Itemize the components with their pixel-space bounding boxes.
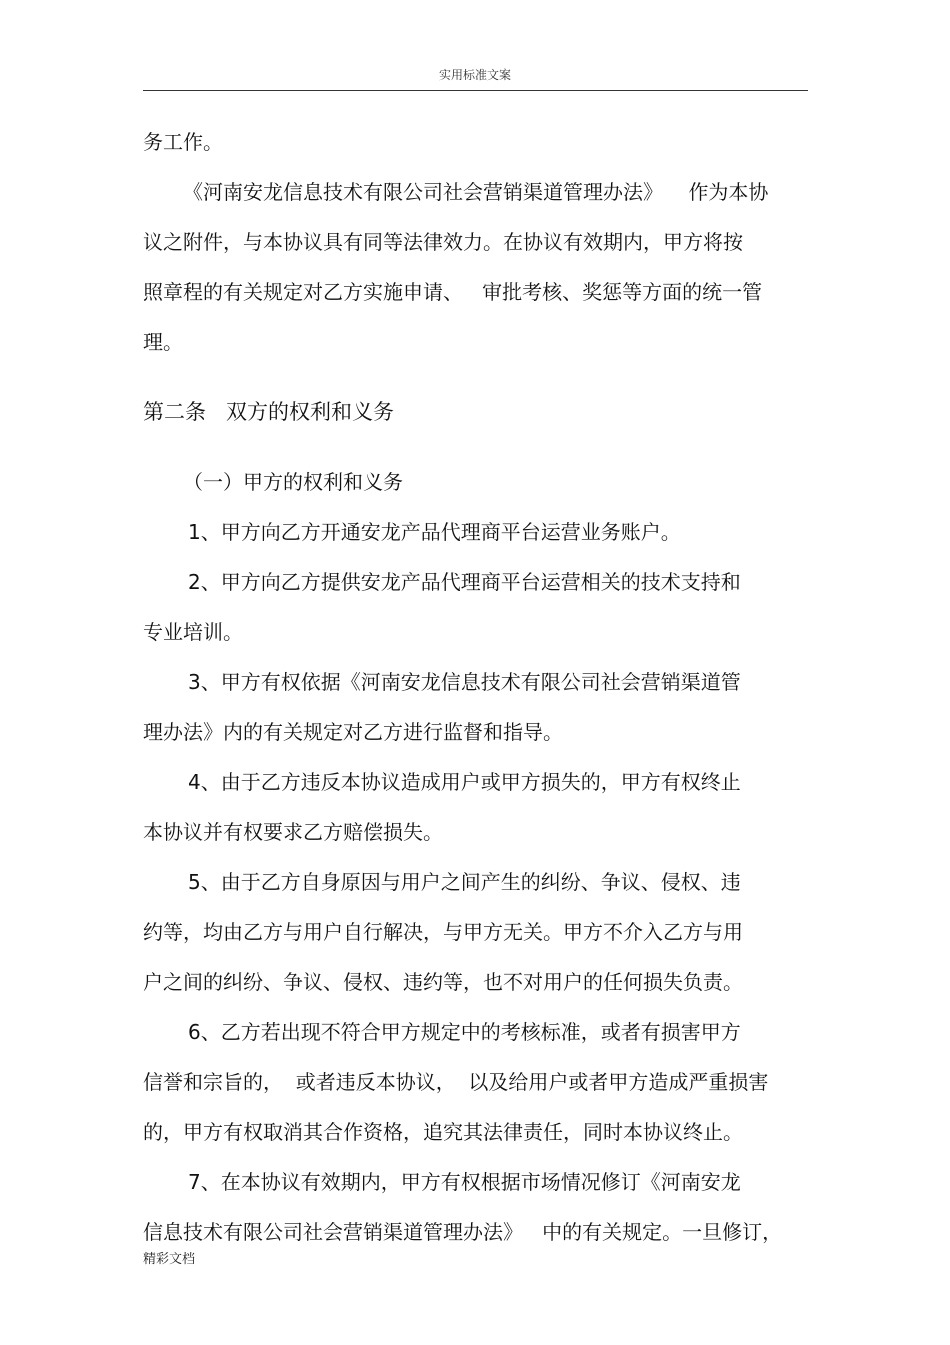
list-item: 4、由于乙方违反本协议造成用户或甲方损失的，甲方有权终止 xyxy=(188,770,741,794)
paragraph-line: 务工作。 xyxy=(143,130,223,154)
list-item: 6、乙方若出现不符合甲方规定中的考核标准，或者有损害甲方 xyxy=(188,1020,741,1044)
list-item-continuation: 本协议并有权要求乙方赔偿损失。 xyxy=(143,820,443,844)
subsection-heading: （一）甲方的权利和义务 xyxy=(183,470,403,494)
list-item: 5、由于乙方自身原因与用户之间产生的纠纷、争议、侵权、违 xyxy=(188,870,741,894)
paragraph-line: 理。 xyxy=(143,330,183,354)
list-item: 7、在本协议有效期内，甲方有权根据市场情况修订《河南安龙 xyxy=(188,1170,741,1194)
list-item-continuation: 信息技术有限公司社会营销渠道管理办法》 中的有关规定。一旦修订， xyxy=(143,1220,783,1244)
paragraph-line: 照章程的有关规定对乙方实施申请、 审批考核、奖惩等方面的统一管 xyxy=(143,280,763,304)
paragraph-line: 《河南安龙信息技术有限公司社会营销渠道管理办法》 作为本协 xyxy=(183,180,769,204)
list-item-continuation: 专业培训。 xyxy=(143,620,243,644)
list-item-continuation: 理办法》内的有关规定对乙方进行监督和指导。 xyxy=(143,720,563,744)
list-item-continuation: 约等，均由乙方与用户自行解决，与甲方无关。甲方不介入乙方与用 xyxy=(143,920,743,944)
list-item-continuation: 的，甲方有权取消其合作资格，追究其法律责任，同时本协议终止。 xyxy=(143,1120,743,1144)
list-item-continuation: 户之间的纠纷、争议、侵权、违约等，也不对用户的任何损失负责。 xyxy=(143,970,743,994)
page-footer-label: 精彩文档 xyxy=(143,1252,196,1267)
paragraph-line: 议之附件，与本协议具有同等法律效力。在协议有效期内，甲方将按 xyxy=(143,230,743,254)
page-header-title: 实用标准文案 xyxy=(438,68,511,82)
header-divider xyxy=(143,90,808,91)
list-item: 3、甲方有权依据《河南安龙信息技术有限公司社会营销渠道管 xyxy=(188,670,741,694)
list-item-continuation: 信誉和宗旨的， 或者违反本协议， 以及给用户或者甲方造成严重损害 xyxy=(143,1070,769,1094)
list-item: 2、甲方向乙方提供安龙产品代理商平台运营相关的技术支持和 xyxy=(188,570,741,594)
section-heading: 第二条 双方的权利和义务 xyxy=(143,400,395,424)
list-item: 1、甲方向乙方开通安龙产品代理商平台运营业务账户。 xyxy=(188,520,681,544)
